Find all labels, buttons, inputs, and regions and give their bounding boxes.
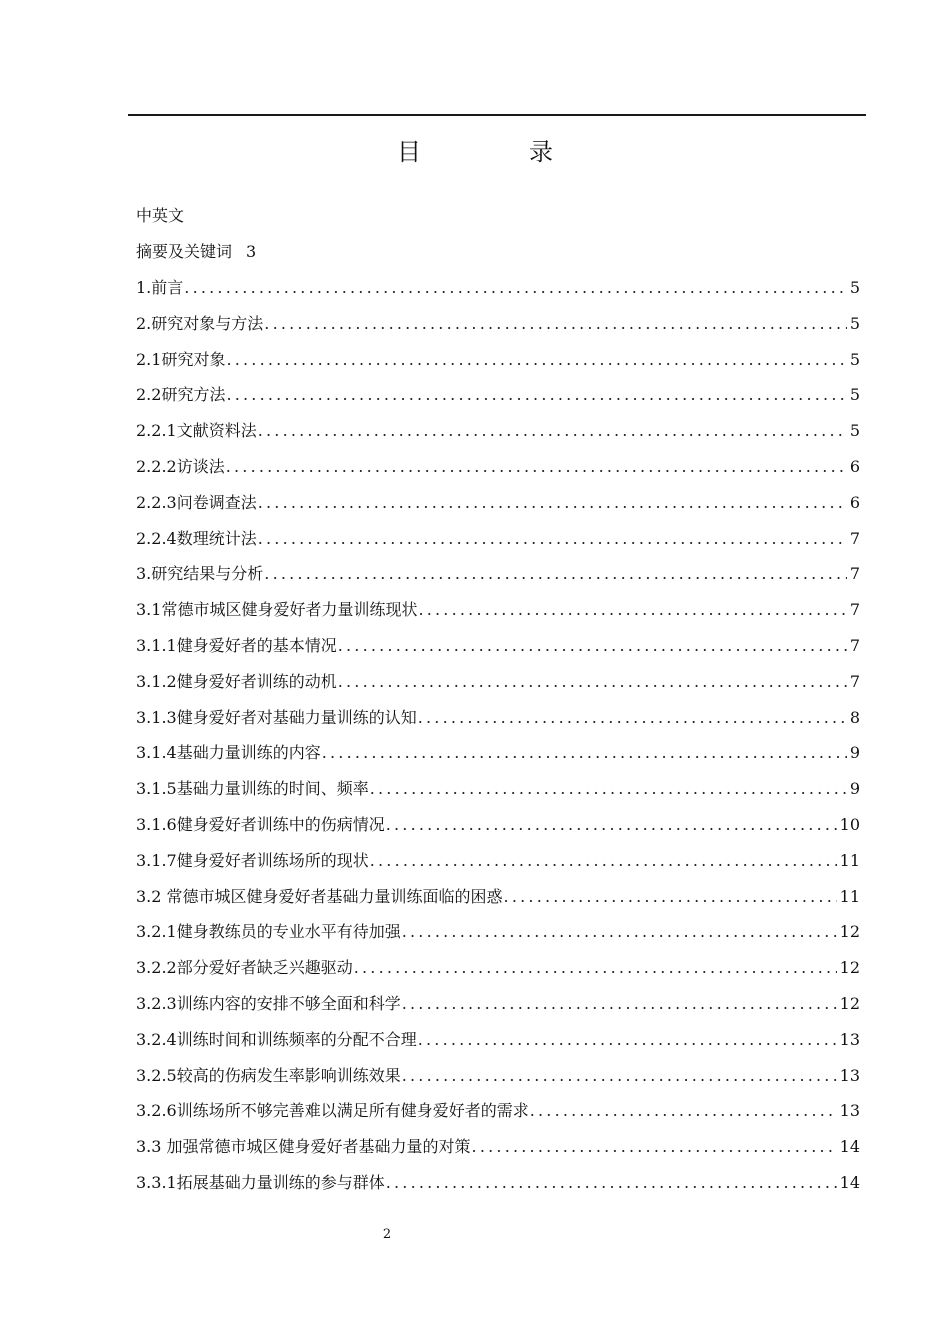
toc-entry-title: 3.1.7健身爱好者训练场所的现状 <box>136 850 369 870</box>
toc-entry-title: 3.1.1健身爱好者的基本情况 <box>136 635 337 655</box>
toc-dot-leader <box>370 843 837 879</box>
toc-entry-title: 3.2.4训练时间和训练频率的分配不合理 <box>136 1029 417 1049</box>
toc-dot-leader <box>338 664 847 700</box>
toc-entry[interactable] <box>136 1129 860 1165</box>
toc-entry-title: 2.2.3问卷调查法 <box>136 492 257 512</box>
toc-entry-page: 7 <box>849 635 860 655</box>
toc-entry[interactable] <box>136 377 860 413</box>
toc-entry-page: 7 <box>849 564 860 584</box>
toc-entry[interactable] <box>136 807 860 843</box>
toc-dot-leader <box>418 700 847 736</box>
table-of-contents <box>136 198 860 1201</box>
toc-entry-page: 11 <box>839 886 860 906</box>
toc-dot-leader <box>370 771 847 807</box>
toc-entry-page: 9 <box>849 779 860 799</box>
toc-dot-leader <box>402 914 837 950</box>
toc-pre-page: 3 <box>246 242 257 261</box>
toc-entry-title: 3.2.6训练场所不够完善难以满足所有健身爱好者的需求 <box>136 1101 529 1121</box>
toc-entry-page: 5 <box>849 421 860 441</box>
toc-entry[interactable] <box>136 700 860 736</box>
toc-entry[interactable] <box>136 449 860 485</box>
toc-entry[interactable] <box>136 413 860 449</box>
toc-entry-page: 5 <box>849 313 860 333</box>
toc-entry-page: 5 <box>849 349 860 369</box>
toc-entry[interactable] <box>136 986 860 1022</box>
toc-entry[interactable] <box>136 628 860 664</box>
toc-entry-page: 13 <box>839 1101 860 1121</box>
toc-dot-leader <box>322 735 847 771</box>
toc-entry-title: 3.3 加强常德市城区健身爱好者基础力量的对策 <box>136 1137 471 1157</box>
toc-entry-title: 3.1.6健身爱好者训练中的伤病情况 <box>136 814 385 834</box>
toc-entry-page: 5 <box>849 385 860 405</box>
toc-entry-page: 13 <box>839 1029 860 1049</box>
toc-entry-title: 2.2.4数理统计法 <box>136 528 257 548</box>
toc-entry-page: 10 <box>839 814 860 834</box>
toc-pre-line <box>136 198 860 234</box>
toc-entry-title: 3.1.3健身爱好者对基础力量训练的认知 <box>136 707 417 727</box>
toc-entry-page: 12 <box>839 993 860 1013</box>
toc-entry[interactable] <box>136 879 860 915</box>
toc-entry-page: 6 <box>849 456 860 476</box>
toc-dot-leader <box>264 306 847 342</box>
toc-entry-page: 7 <box>849 528 860 548</box>
toc-dot-leader <box>530 1093 837 1129</box>
toc-entry[interactable] <box>136 771 860 807</box>
toc-entry-title: 2.1研究对象 <box>136 349 226 369</box>
toc-title: 目 录 <box>397 138 595 166</box>
page-number: 2 <box>382 1227 392 1242</box>
toc-entry-page: 6 <box>849 492 860 512</box>
toc-entry-page: 13 <box>839 1065 860 1085</box>
toc-pre-line <box>136 234 860 270</box>
toc-entry[interactable] <box>136 485 860 521</box>
toc-entry[interactable] <box>136 1093 860 1129</box>
toc-entry[interactable] <box>136 735 860 771</box>
toc-entry-title: 3.2.3训练内容的安排不够全面和科学 <box>136 993 401 1013</box>
toc-entry-title: 1.前言 <box>136 278 184 297</box>
toc-dot-leader <box>402 986 837 1022</box>
toc-pre-text: 中英文 <box>136 206 185 225</box>
toc-entry[interactable] <box>136 270 860 306</box>
toc-entry-page: 12 <box>839 958 860 978</box>
toc-entry[interactable] <box>136 342 860 378</box>
toc-dot-leader <box>472 1129 837 1165</box>
toc-entry[interactable] <box>136 1022 860 1058</box>
toc-entry[interactable] <box>136 1058 860 1094</box>
toc-entry-page: 8 <box>849 707 860 727</box>
toc-dot-leader <box>418 592 846 628</box>
toc-entry-title: 3.1.2健身爱好者训练的动机 <box>136 671 337 691</box>
toc-entry-page: 5 <box>849 278 860 297</box>
toc-entry[interactable] <box>136 1165 860 1201</box>
toc-dot-leader <box>258 485 847 521</box>
toc-entry-page: 7 <box>849 671 860 691</box>
toc-entry-title: 3.2.2部分爱好者缺乏兴趣驱动 <box>136 958 353 978</box>
toc-dot-leader <box>402 1058 837 1094</box>
toc-entry[interactable] <box>136 592 860 628</box>
toc-pre-text: 摘要及关键词 <box>136 242 233 261</box>
toc-entry-title: 3.研究结果与分析 <box>136 564 264 584</box>
toc-dot-leader <box>226 377 846 413</box>
toc-entry-title: 2.2.2访谈法 <box>136 456 225 476</box>
toc-entry-page: 11 <box>839 850 860 870</box>
toc-dot-leader <box>386 1165 837 1201</box>
toc-dot-leader <box>504 879 837 915</box>
toc-entry-title: 3.2 常德市城区健身爱好者基础力量训练面临的困惑 <box>136 886 503 906</box>
toc-entry-title: 3.3.1拓展基础力量训练的参与群体 <box>136 1172 385 1192</box>
toc-dot-leader <box>226 342 846 378</box>
toc-entry-title: 2.2.1文献资料法 <box>136 421 257 441</box>
toc-dot-leader <box>226 449 847 485</box>
toc-entry-title: 3.2.5较高的伤病发生率影响训练效果 <box>136 1065 401 1085</box>
toc-entry[interactable] <box>136 914 860 950</box>
toc-entry-title: 2.研究对象与方法 <box>136 313 264 333</box>
toc-entry-page: 7 <box>849 600 860 620</box>
toc-entry[interactable] <box>136 950 860 986</box>
header-rule <box>128 114 866 116</box>
toc-entry-title: 2.2研究方法 <box>136 385 226 405</box>
toc-entry[interactable] <box>136 521 860 557</box>
toc-dot-leader <box>258 413 847 449</box>
toc-dot-leader <box>184 270 847 306</box>
toc-entry[interactable] <box>136 556 860 592</box>
toc-dot-leader <box>386 807 837 843</box>
toc-entry[interactable] <box>136 843 860 879</box>
toc-entry-page: 9 <box>849 743 860 763</box>
toc-dot-leader <box>338 628 847 664</box>
toc-entry-title: 3.1常德市城区健身爱好者力量训练现状 <box>136 600 418 620</box>
toc-entry-page: 14 <box>839 1137 860 1157</box>
toc-entry-title: 3.2.1健身教练员的专业水平有待加强 <box>136 922 401 942</box>
toc-dot-leader <box>258 521 847 557</box>
toc-entry-title: 3.1.5基础力量训练的时间、频率 <box>136 779 369 799</box>
toc-entry[interactable] <box>136 306 860 342</box>
toc-entry-list <box>136 270 860 1201</box>
toc-entry-page: 12 <box>839 922 860 942</box>
toc-dot-leader <box>354 950 837 986</box>
toc-entry[interactable] <box>136 664 860 700</box>
toc-entry-page: 14 <box>839 1172 860 1192</box>
toc-entry-title: 3.1.4基础力量训练的内容 <box>136 743 321 763</box>
toc-dot-leader <box>264 556 847 592</box>
toc-dot-leader <box>418 1022 837 1058</box>
